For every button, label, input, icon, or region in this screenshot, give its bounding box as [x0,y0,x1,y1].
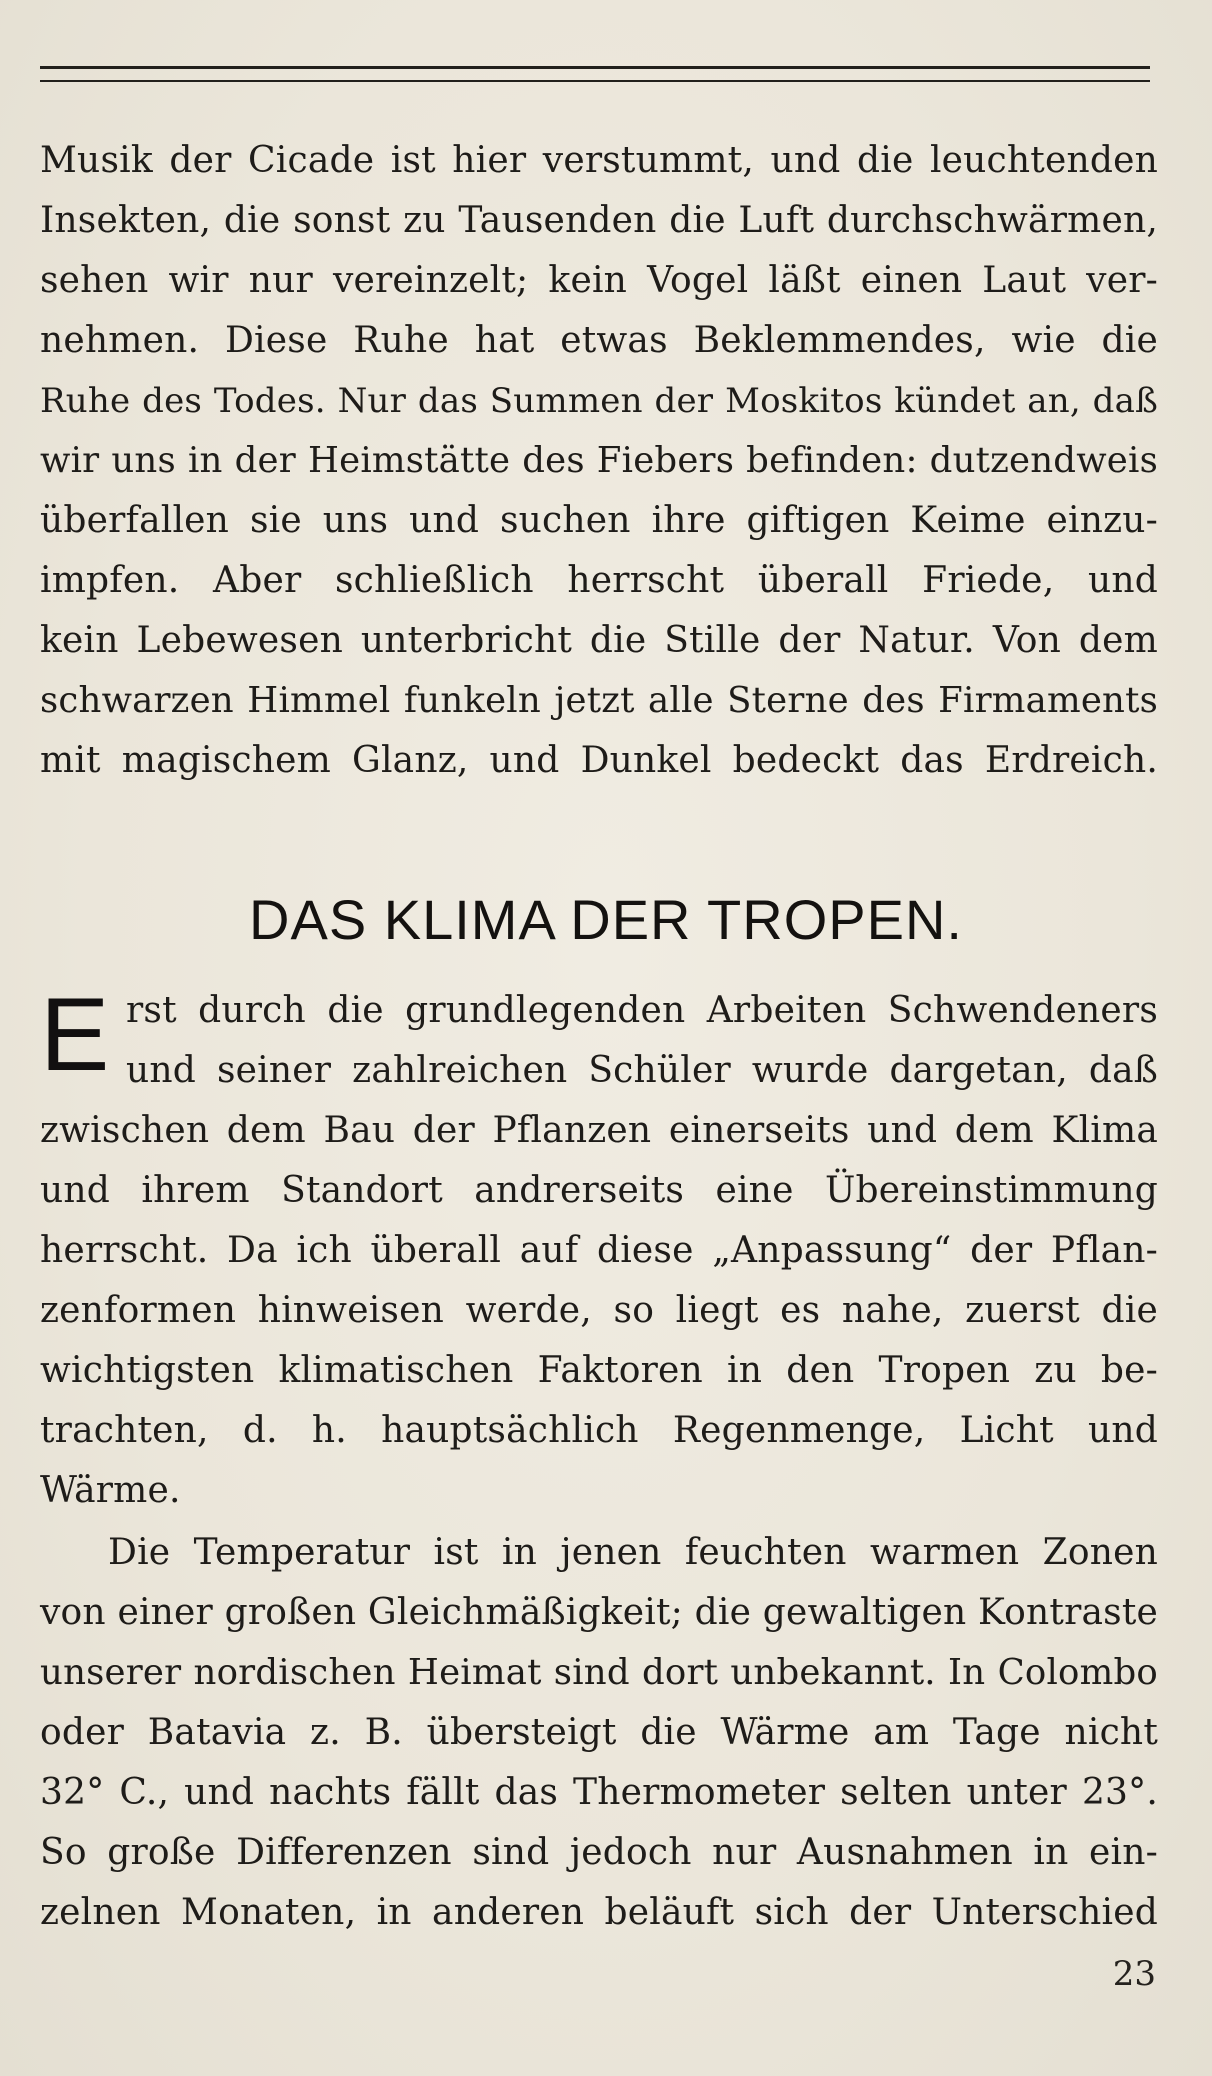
intro-line: mit magischem Glanz, und Dunkel bedeckt das Erdreich. [40,740,1158,781]
para1-line: Wärme. [40,1470,181,1511]
intro-line: wir uns in der Heimstätte des Fiebers befinden: dutzendweis [40,440,1158,481]
para2-line: unserer nordischen Heimat sind dort unbekannt. In Colombo [40,1652,1158,1693]
para2-line: Die Temperatur ist in jenen feuchten warmen Zonen [108,1532,1158,1573]
para2-line: 32° C., und nachts fällt das Thermometer selten unter 23°. [40,1772,1158,1813]
para1-line: herrscht. Da ich überall auf diese „Anpassung“ der Pflan- [40,1230,1158,1271]
header-rule-thick [40,66,1150,69]
drop-cap-letter: E [40,977,110,1093]
intro-line: impfen. Aber schließlich herrscht überall Friede, und [40,560,1158,601]
intro-line: schwarzen Himmel funkeln jetzt alle Sterne des Firmaments [40,680,1158,721]
para1-line: trachten, d. h. hauptsächlich Regenmenge, Licht und [40,1410,1158,1451]
header-rule-thin [40,80,1150,82]
para1-line: rst durch die grundlegenden Arbeiten Schwendeners [126,990,1158,1031]
para1-line: zenformen hinweisen werde, so liegt es nahe, zuerst die [40,1290,1158,1331]
para1-line: und ihrem Standort andrerseits eine Übereinstimmung [40,1170,1158,1211]
para2-line: oder Batavia z. B. übersteigt die Wärme am Tage nicht [40,1712,1158,1753]
intro-line: nehmen. Diese Ruhe hat etwas Beklemmendes, wie die [40,320,1158,361]
intro-line: Insekten, die sonst zu Tausenden die Luft durchschwärmen, [40,200,1158,241]
para1-line: wichtigsten klimatischen Faktoren in den Tropen zu be- [40,1350,1158,1391]
para2-line: So große Differenzen sind jedoch nur Ausnahmen in ein- [40,1832,1158,1873]
intro-line: Musik der Cicade ist hier verstummt, und die leuchtenden [40,140,1158,181]
intro-line: Ruhe des Todes. Nur das Summen der Moskitos kündet an, daß [40,381,1158,421]
para1-line: und seiner zahlreichen Schüler wurde dargetan, daß [126,1050,1158,1091]
section-heading: DAS KLIMA DER TROPEN. [249,888,963,951]
intro-line: sehen wir nur vereinzelt; kein Vogel läßt einen Laut ver- [40,260,1158,301]
para2-line: zelnen Monaten, in anderen beläuft sich der Unterschied [40,1892,1158,1933]
intro-line: überfallen sie uns und suchen ihre giftigen Keime einzu- [40,500,1158,541]
page-number: 23 [1112,1954,1156,1994]
para1-line: zwischen dem Bau der Pflanzen einerseits und dem Klima [40,1110,1158,1151]
intro-line: kein Lebewesen unterbricht die Stille der Natur. Von dem [40,620,1158,661]
para2-line: von einer großen Gleichmäßigkeit; die gewaltigen Kontraste [40,1592,1159,1633]
